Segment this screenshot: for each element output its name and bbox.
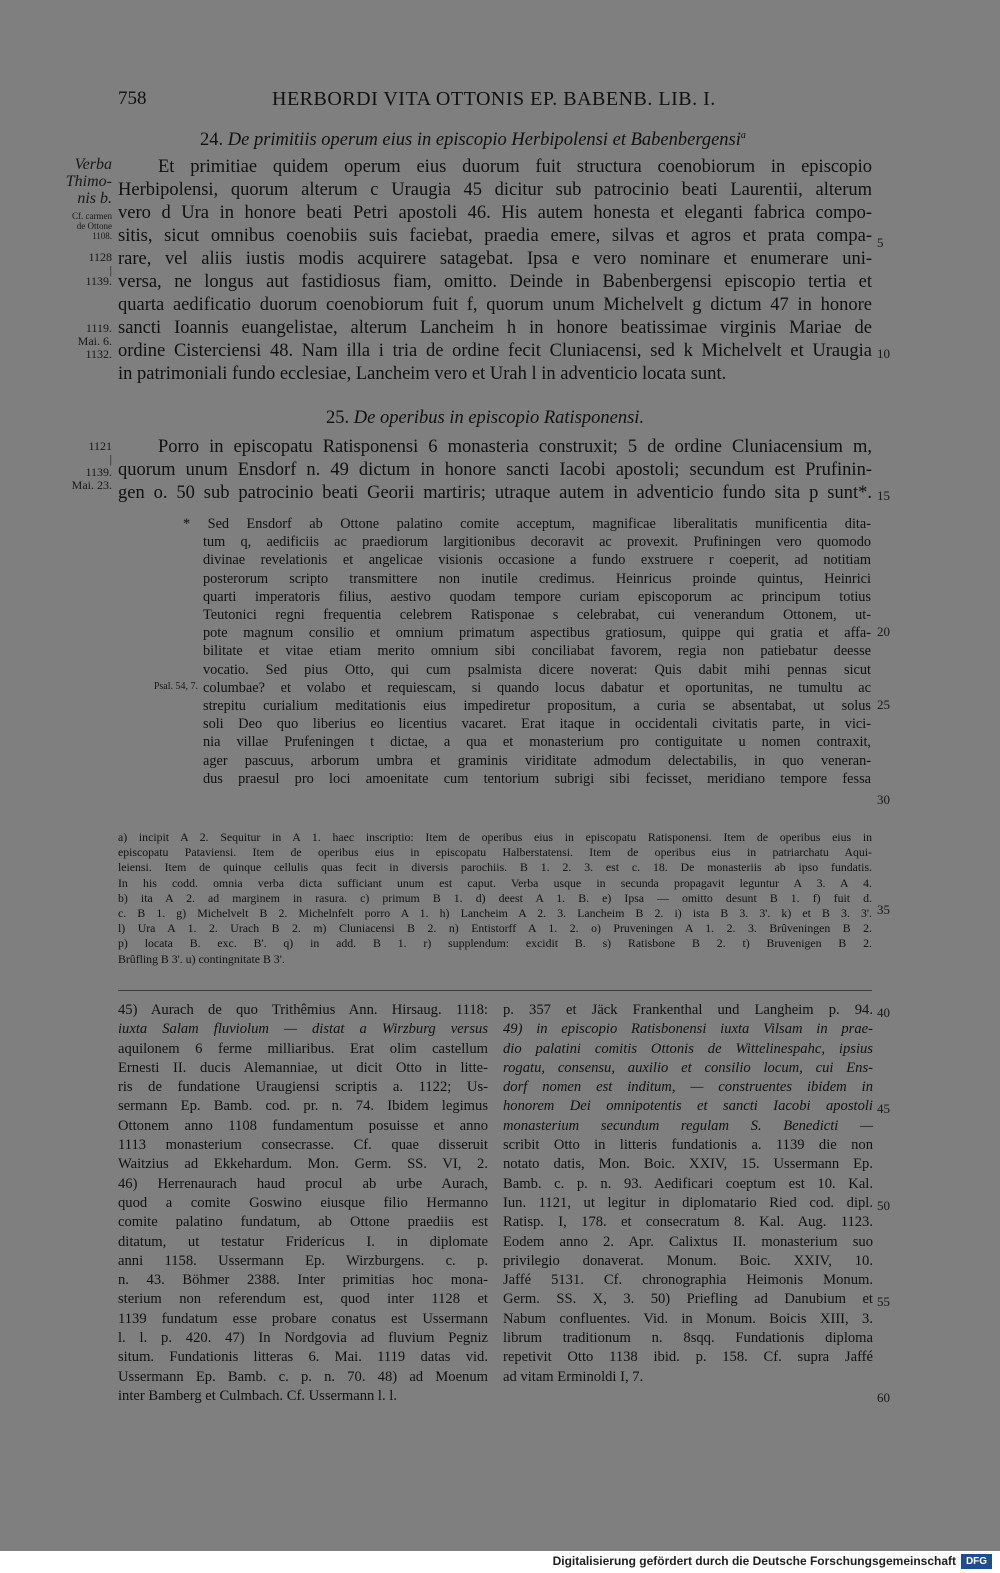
- commentary-line: Eodem anno 2. Apr. Calixtus II. monasterium suo: [503, 1233, 873, 1250]
- line-number: 45: [877, 1101, 890, 1116]
- body-line: rare, vel aliis iustis modis acquirere satagebat. Ipsa e vero nominare et enumerare uni-: [118, 249, 872, 269]
- commentary-line: comite palatino fundatum, ab Ottone praediis est: [118, 1214, 488, 1231]
- commentary-line: dio palatini comitis Ottonis de Wittelinespahc, ipsius: [503, 1040, 873, 1057]
- margin-text: 1128: [88, 250, 112, 264]
- margin-text: 1132.: [85, 347, 112, 361]
- note-line: ager pascuus, arborum umbra et graminis viriditate admodum delectabilis, in quo veneran-: [203, 752, 871, 769]
- critical-apparatus: [118, 830, 872, 967]
- margin-note-dates-a: [60, 251, 112, 288]
- commentary-line: inter Bamberg et Culmbach. Cf. Ussermann l. l.: [118, 1387, 397, 1404]
- apparatus-line: leiensi. Item de quinque cellulis quas fecit in diversis parochiis. B 1. 2. 3. est c. 18. De monasteriis ab ipso fundatis.: [118, 860, 872, 875]
- note-line: soli Deo quo liberius eo licentius vacaret. Erat itaque in occidentali civitatis parte, in vici-: [203, 716, 871, 733]
- commentary-left-column: [118, 1001, 488, 1406]
- margin-note-psalm: Psal. 54, 7.: [153, 681, 198, 692]
- body-line: in patrimoniali fundo ecclesiae, Lancheim vero et Urah l in adventicio locata sunt.: [118, 364, 727, 384]
- note-line: columbae? et volabo et requiescam, si quando locus dabatur et oportunitas, ne tumultu ac: [203, 679, 871, 696]
- commentary-line: anni 1158. Ussermann Ep. Wirzburgens. c. p.: [118, 1252, 488, 1269]
- margin-text: de Ottone: [76, 221, 112, 231]
- commentary-line: sterium non referendum est, quod inter 1128 et: [118, 1291, 488, 1308]
- commentary-line: rogatu, consensu, auxilio et consilio locum, cui Ens-: [503, 1059, 873, 1076]
- commentary-line: Ernesti II. ducis Alemanniae, ut dicit Otto in litte-: [118, 1059, 488, 1076]
- note-line: nia villae Prufeningen t dictae, a qua et monasterium pro contiguitate u nomen contraxit,: [203, 734, 871, 751]
- page-header: [0, 88, 1000, 112]
- margin-text: 1139.: [85, 274, 112, 288]
- line-number: 35: [877, 902, 890, 917]
- commentary-line: ris de fundatione Uraugiensi scriptis a. 1122; Us-: [118, 1079, 488, 1096]
- chapter-25-title: [326, 408, 644, 429]
- note-line: strepitu curialium meditationis eius impediretur propositum, a curia se absentabat, ut solus: [203, 698, 871, 715]
- commentary-line: aquilonem 6 ferme milliaribus. Erat olim castellum: [118, 1040, 488, 1057]
- commentary-line: Iun. 1121, ut legitur in diplomatario Ried cod. dipl.: [503, 1194, 873, 1211]
- body-line: Et primitiae quidem operum eius duorum fuit structura coenobiorum in episcopio: [158, 157, 872, 177]
- line-number: 60: [877, 1390, 890, 1405]
- note-line: quarti imperatoris filius, aestivo quodam tempore curiam episcoporum ac principum totius: [203, 588, 871, 605]
- commentary-line: Ottonem anno 1108 fundamentum posuisse et anno: [118, 1117, 488, 1134]
- body-line: quorum unum Ensdorf n. 49 dictum in honore sancti Iacobi apostoli; secundum est Prufinin-: [118, 460, 872, 480]
- commentary-line: dorf nomen est inditum, — construentes ibidem in: [503, 1079, 873, 1096]
- commentary-line: scribit Otto in litteris fundationis a. 1139 die non: [503, 1137, 873, 1154]
- commentary-line: Waitzius ad Ekkehardum. Mon. Germ. SS. VI, 2.: [118, 1156, 488, 1173]
- body-line: Porro in episcopatu Ratisponensi 6 monasteria construxit; 5 de ordine Cluniacensium m,: [158, 437, 872, 457]
- note-line: Teutonici regni frequentia celebrem Ratisponae s celebrabat, cui venerandum Ottonem, ut-: [203, 607, 871, 624]
- commentary-line: 49) in episcopio Ratisbonensi iuxta Vilsam in prae-: [503, 1021, 873, 1038]
- margin-text: 1121: [88, 439, 112, 453]
- margin-text: 1108.: [92, 231, 112, 241]
- dfg-logo-icon: DFG: [961, 1554, 992, 1569]
- chapter-24-title: [200, 130, 746, 151]
- margin-text: Mai. 6.: [77, 334, 112, 348]
- margin-text: Thimo-: [65, 173, 112, 190]
- chapter-24-number: 24.: [200, 130, 224, 151]
- chapter-24-title-note: a: [740, 130, 746, 141]
- page-number: 758: [118, 88, 147, 109]
- body-line: vero d Ura in honore beati Petri apostoli 46. His autem honesta et eleganti fabrica compo-: [118, 203, 872, 223]
- line-number: 55: [877, 1294, 890, 1309]
- note-line: bilitate et vitae etiam merito omnium sibi conciliabat favorem, regia non patiebatur deesse: [203, 643, 871, 660]
- commentary-line: 46) Herrenaurach haud procul ab urbe Aurach,: [118, 1175, 488, 1192]
- commentary-line: l. l. p. 420. 47) In Nordgovia ad fluvium Pegniz: [118, 1330, 488, 1347]
- commentary-line: honorem Dei omnipotentis et sancti Iacobi apostoli: [503, 1098, 873, 1115]
- commentary-line: 1139 fundatum esse probare conatus est Ussermann: [118, 1310, 488, 1327]
- commentary-right-column: [503, 1001, 873, 1387]
- note-line: posterorum scripto transmittere non inutile credimus. Heinricus proinde quintus, Heinrici: [203, 570, 871, 587]
- apparatus-line: In his codd. omnia verba dicta sufficiant unum est caput. Verba usque in secunda propagavit leguntur A 3. A 4.: [118, 875, 872, 890]
- line-number: 20: [877, 624, 890, 639]
- body-line: sitis, sicut omnibus coenobiis suis faciebat, praedia emere, silvas et agros et prata compa-: [118, 226, 872, 246]
- commentary-line: quod a comite Goswino eiusque filio Hermanno: [118, 1194, 488, 1211]
- body-line: gen o. 50 sub patrocinio beati Georii martiris; utraque autem in adventicio fundo sita p sunt*.: [118, 483, 872, 503]
- commentary-line: monasterium secundum regulam S. Benedicti —: [503, 1117, 873, 1134]
- commentary-line: Bamb. c. p. n. 93. Aedificari coeptum est 10. Kal.: [503, 1175, 873, 1192]
- commentary-line: Ussermann Ep. Bamb. c. p. n. 70. 48) ad Moenum: [118, 1368, 488, 1385]
- apparatus-line: l) Ura A 1. 2. Urach B 2. m) Cluniacensi B 2. n) Entistorff A 1. 2. o) Pruveningen A 1. 2. 3. Brûveningen B 2.: [118, 921, 872, 936]
- commentary-line: Germ. SS. X, 3. 50) Priefling ad Danubium et: [503, 1291, 873, 1308]
- commentary-line: privilegio donaverat. Monum. Boic. XXIV, 10.: [503, 1252, 873, 1269]
- apparatus-line: p) locata B. exc. B'. q) in add. B 1. r) supplendum: excidit B. s) Ratisbone B 2. t) Bruvenigen B 2.: [118, 936, 872, 951]
- body-line: quarta aedificatio duorum coenobiorum fuit f, quorum unum Michelvelt g dictum 47 in honore: [118, 295, 872, 315]
- margin-text: Cf. carmen: [72, 211, 112, 221]
- margin-text: Verba: [74, 156, 112, 173]
- margin-text: nis b.: [77, 190, 112, 207]
- apparatus-line: a) incipit A 2. Sequitur in A 1. haec inscriptio: Item de operibus eius in episcopatu Ratisponensi. Item de operibus eius in: [118, 830, 872, 844]
- margin-note-verba: [52, 156, 112, 207]
- chapter-25-title-text: De operibus in episcopio Ratisponensi.: [353, 408, 645, 428]
- margin-text: 1119.: [85, 321, 112, 335]
- body-line: sancti Ioannis euangelistae, alterum Lancheim h in honore beatissimae virginis Mariae de: [118, 318, 872, 338]
- commentary-line: Nabum confluentes. Vid. in Monum. Boicis XIII, 3.: [503, 1310, 873, 1327]
- body-line: ordine Cisterciensi 48. Nam illa i tria de ordine fecit Cluniacensi, sed k Michelvelt et Uraugia: [118, 341, 872, 361]
- commentary-line: librum traditionum n. 8sqq. Fundationis diploma: [503, 1330, 873, 1347]
- line-number: 30: [877, 792, 890, 807]
- asterisk-note: [183, 515, 871, 788]
- note-line: tum q, aedificiis ac praediorum largitionibus decoravit ac provexit. Prufiningen vero quomodo: [203, 534, 871, 551]
- running-title: HERBORDI VITA OTTONIS EP. BABENB. LIB. I.: [272, 88, 716, 110]
- commentary-line: notato datis, Mon. Boic. XXIV, 15. Ussermann Ep.: [503, 1156, 873, 1173]
- commentary-line: repetivit Otto 1138 ibid. p. 158. Cf. supra Jaffé: [503, 1349, 873, 1366]
- commentary-line: ditatum, ut testatur Fridericus I. in diplomate: [118, 1233, 488, 1250]
- margin-note-dates-b: [60, 322, 112, 361]
- line-number: 10: [877, 346, 890, 361]
- note-line: divinae revelationis et angelicae visionis occasione a fundo exstruere r coeperit, ad notitiam: [203, 552, 871, 569]
- commentary-line: Ratisp. I, 178. et consecratum 8. Kal. Aug. 1123.: [503, 1214, 873, 1231]
- line-number: 25: [877, 697, 890, 712]
- chapter-25-number: 25.: [326, 408, 350, 428]
- line-number: 50: [877, 1198, 890, 1213]
- body-line: versa, ne longus aut fastidiosus fiam, omitto. Deinde in Babenbergensi episcopio tertia et: [118, 272, 872, 292]
- apparatus-line: episcopatu Pataviensi. Item de operibus eius in episcopatu Halberstatensi. Item de operibus eius in patriarchatu Aqui-: [118, 845, 872, 860]
- commentary-line: sermann Ep. Bamb. cod. pr. n. 74. Ibidem legimus: [118, 1098, 488, 1115]
- digitization-footer: [0, 1551, 1000, 1573]
- chapter-24-body: [118, 156, 872, 386]
- line-number: 15: [877, 488, 890, 503]
- margin-note-dates-c: [60, 440, 112, 492]
- divider: [118, 990, 872, 991]
- margin-text: 1139.: [85, 465, 112, 479]
- margin-text: |: [109, 263, 112, 277]
- apparatus-line: c. B 1. g) Michelvelt B 2. Michelnfelt porro A 1. h) Lancheim A 2. 3. Lancheim B 2. i) ista B 3. 3'. k) et B 3. 3'.: [118, 906, 872, 921]
- note-line: * Sed Ensdorf ab Ottone palatino comite acceptum, magnificae liberalitatis munificentia dita-: [183, 516, 871, 532]
- commentary-line: situm. Fundationis litteras 6. Mai. 1119 datas vid.: [118, 1349, 488, 1366]
- note-line: vocatio. Sed pius Otto, qui cum psalmista dicere noverat: Quis dabit mihi pennas sicut: [203, 661, 871, 678]
- note-line: dus praesul pro loci amoenitate cum tentorium subrigi sibi fecisset, meridiano tempore fessa: [203, 770, 871, 787]
- commentary-line: n. 43. Böhmer 2388. Inter primitias hoc mona-: [118, 1272, 488, 1289]
- margin-text: |: [109, 452, 112, 466]
- note-line: pote magnum consilio et omnium primatum aspectibus gratiosum, quippe qui gratia et affa-: [203, 625, 871, 642]
- commentary-line: p. 357 et Jäck Frankenthal und Langheim p. 94.: [503, 1002, 873, 1018]
- commentary-line: 1113 monasterium consecrasse. Cf. quae disseruit: [118, 1137, 488, 1154]
- commentary-line: Jaffé 5131. Cf. chronographia Heimonis Monum.: [503, 1272, 873, 1289]
- margin-text: Mai. 23.: [71, 478, 112, 492]
- chapter-25-body: [118, 436, 872, 505]
- apparatus-line: Brûfling B 3'. u) contingnitate B 3'.: [118, 951, 285, 966]
- commentary-line: ad vitam Erminoldi I, 7.: [503, 1368, 644, 1385]
- apparatus-line: b) ita A 2. ad marginem in rasura. c) primum B 1. d) deest A 1. B. e) Ipsa — omitto desunt B 1. f) fuit d.: [118, 890, 872, 905]
- body-line: Herbipolensi, quorum alterum c Uraugia 45 dicitur sub patrocinio beati Laurentii, alterum: [118, 180, 872, 200]
- margin-note-carmen: [40, 211, 112, 241]
- line-number: 5: [877, 235, 884, 250]
- footer-credit: Digitalisierung gefördert durch die Deutsche Forschungsgemeinschaft: [552, 1554, 956, 1568]
- chapter-24-title-text: De primitiis operum eius in episcopio Herbipolensi et Babenbergensi: [227, 130, 741, 151]
- line-number: 40: [877, 1005, 890, 1020]
- commentary-line: iuxta Salam fluviolum — distat a Wirzburg versus: [118, 1021, 488, 1038]
- commentary-line: 45) Aurach de quo Trithêmius Ann. Hirsaug. 1118:: [118, 1002, 488, 1018]
